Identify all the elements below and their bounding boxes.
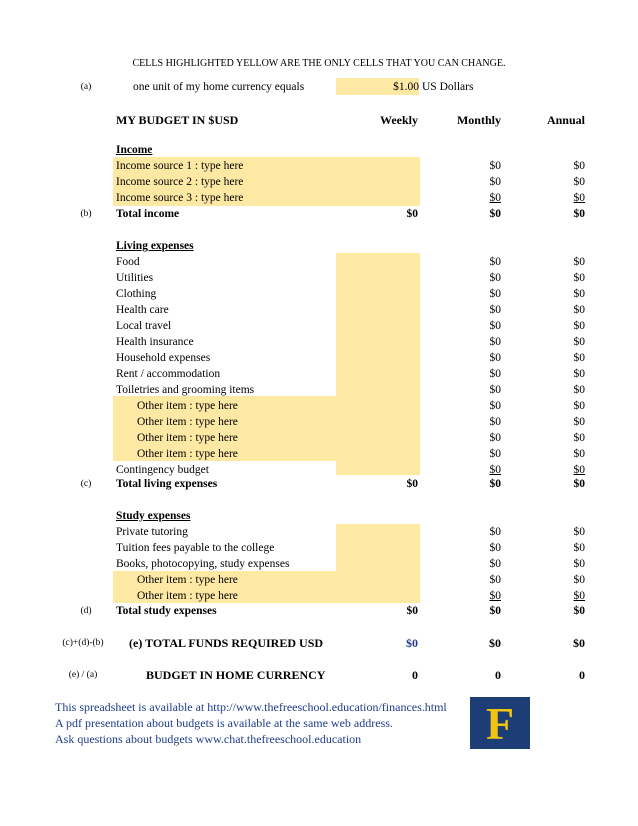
table-row [0,190,638,206]
footer-line-3[interactable]: Ask questions about budgets www.chat.thefreeschool.education [55,732,362,746]
freeschool-logo [470,697,530,749]
rate-label: one unit of my home currency equals [133,81,305,93]
col-annual: Annual [546,113,585,127]
row-annual: $0 [573,464,585,476]
study-total-row [0,603,638,619]
row-annual: $0 [573,176,585,188]
row-annual: $0 [573,272,585,284]
living-heading: Living expenses [116,240,194,252]
home-currency-label: BUDGET IN HOME CURRENCY [146,668,326,682]
home-currency-monthly: 0 [495,668,501,682]
row-annual: $0 [573,542,585,554]
study-total-weekly: $0 [406,605,418,617]
row-label[interactable]: Income source 2 : type here [116,176,244,188]
table-row [0,286,638,302]
row-label[interactable]: Other item : type here [137,590,238,602]
table-row [0,446,638,462]
living-total-row [0,476,638,492]
row-monthly: $0 [489,368,501,380]
income-heading: Income [116,144,153,156]
total-funds-row [0,635,638,651]
table-row [0,540,638,556]
total-funds-monthly: $0 [489,636,501,650]
living-total-tag: (c) [80,479,92,489]
total-funds-label: (e) TOTAL FUNDS REQUIRED USD [129,636,324,650]
row-monthly: $0 [489,448,501,460]
row-annual: $0 [573,574,585,586]
row-monthly: $0 [489,288,501,300]
income-total-annual: $0 [573,208,585,220]
row-monthly: $0 [489,336,501,348]
row-label[interactable]: Income source 3 : type here [116,192,244,204]
table-row [0,382,638,398]
row-monthly: $0 [489,558,501,570]
row-label[interactable]: Books, photocopying, study expenses [116,558,290,570]
row-label[interactable]: Other item : type here [137,416,238,428]
row-label[interactable]: Other item : type here [137,400,238,412]
col-weekly: Weekly [380,113,418,127]
row-label[interactable]: Tuition fees payable to the college [116,542,275,554]
row-label[interactable]: Contingency budget [116,464,209,476]
row-monthly: $0 [489,192,501,204]
living-total-monthly: $0 [489,478,501,490]
row-label[interactable]: Household expenses [116,352,211,364]
table-row [0,588,638,604]
row-label[interactable]: Private tutoring [116,526,188,538]
row-label[interactable]: Health care [116,304,169,316]
row-monthly: $0 [489,542,501,554]
income-total-row [0,206,638,222]
table-row [0,414,638,430]
rate-unit: US Dollars [422,81,474,93]
row-label[interactable]: Clothing [116,288,157,300]
row-label[interactable]: Toiletries and grooming items [116,384,255,396]
row-annual: $0 [573,368,585,380]
row-monthly: $0 [489,384,501,396]
income-total-weekly: $0 [406,208,418,220]
row-monthly: $0 [489,416,501,428]
table-row [0,556,638,572]
page-title: MY BUDGET IN $USD [116,113,239,127]
table-row [0,318,638,334]
row-annual: $0 [573,304,585,316]
row-annual: $0 [573,558,585,570]
study-total-label: Total study expenses [116,605,217,617]
rate-row [0,79,638,95]
income-heading-row [0,142,638,158]
row-monthly: $0 [489,256,501,268]
living-total-label: Total living expenses [116,478,218,490]
row-monthly: $0 [489,304,501,316]
table-row [0,270,638,286]
table-row [0,430,638,446]
row-label[interactable]: Food [116,256,140,268]
total-funds-weekly: $0 [406,636,418,650]
table-row [0,158,638,174]
rate-value[interactable]: $1.00 [393,81,419,93]
table-row [0,366,638,382]
footer-line-1[interactable]: This spreadsheet is available at http://www.thefreeschool.education/finances.html [55,700,447,714]
row-monthly: $0 [489,352,501,364]
table-row [0,398,638,414]
row-monthly: $0 [489,160,501,172]
study-total-annual: $0 [573,605,585,617]
table-row [0,302,638,318]
row-annual: $0 [573,192,585,204]
row-label[interactable]: Rent / accommodation [116,368,221,380]
income-total-monthly: $0 [489,208,501,220]
row-monthly: $0 [489,400,501,412]
study-heading-row [0,508,638,524]
row-label[interactable]: Utilities [116,272,154,284]
row-annual: $0 [573,256,585,268]
row-monthly: $0 [489,176,501,188]
row-annual: $0 [573,384,585,396]
row-annual: $0 [573,160,585,172]
table-row [0,174,638,190]
table-row [0,254,638,270]
row-annual: $0 [573,288,585,300]
row-annual: $0 [573,416,585,428]
study-total-tag: (d) [80,606,92,616]
income-total-label: Total income [116,208,180,220]
row-annual: $0 [573,352,585,364]
row-monthly: $0 [489,272,501,284]
home-currency-row [0,667,638,683]
logo-letter: F [485,698,515,749]
study-heading: Study expenses [116,510,191,522]
row-label[interactable]: Local travel [116,320,172,332]
row-annual: $0 [573,590,585,602]
table-row [0,572,638,588]
home-currency-tag: (e) / (a) [68,670,98,680]
living-heading-row [0,238,638,254]
row-monthly: $0 [489,464,501,476]
row-label[interactable]: Income source 1 : type here [116,160,244,172]
total-funds-tag: (c)+(d)-(b) [62,638,104,648]
row-monthly: $0 [489,526,501,538]
study-total-monthly: $0 [489,605,501,617]
row-label[interactable]: Other item : type here [137,574,238,586]
footer-line-2: A pdf presentation about budgets is available at the same web address. [55,716,393,730]
row-monthly: $0 [489,574,501,586]
home-currency-annual: 0 [579,668,585,682]
row-annual: $0 [573,432,585,444]
row-monthly: $0 [489,432,501,444]
budget-header [0,112,638,128]
row-monthly: $0 [489,320,501,332]
table-row [0,350,638,366]
row-annual: $0 [573,526,585,538]
living-total-weekly: $0 [406,478,418,490]
row-annual: $0 [573,448,585,460]
row-annual: $0 [573,336,585,348]
row-label[interactable]: Other item : type here [137,448,238,460]
living-total-annual: $0 [573,478,585,490]
row-annual: $0 [573,320,585,332]
col-monthly: Monthly [456,113,501,127]
table-row [0,334,638,350]
home-currency-weekly: 0 [412,668,418,682]
row-label[interactable]: Other item : type here [137,432,238,444]
total-funds-annual: $0 [573,636,585,650]
income-total-tag: (b) [80,209,92,219]
row-label[interactable]: Health insurance [116,336,194,348]
table-row [0,524,638,540]
notice-text: CELLS HIGHLIGHTED YELLOW ARE THE ONLY CELLS THAT YOU CAN CHANGE. [132,58,506,69]
row-annual: $0 [573,400,585,412]
rate-tag: (a) [80,82,92,92]
row-monthly: $0 [489,590,501,602]
